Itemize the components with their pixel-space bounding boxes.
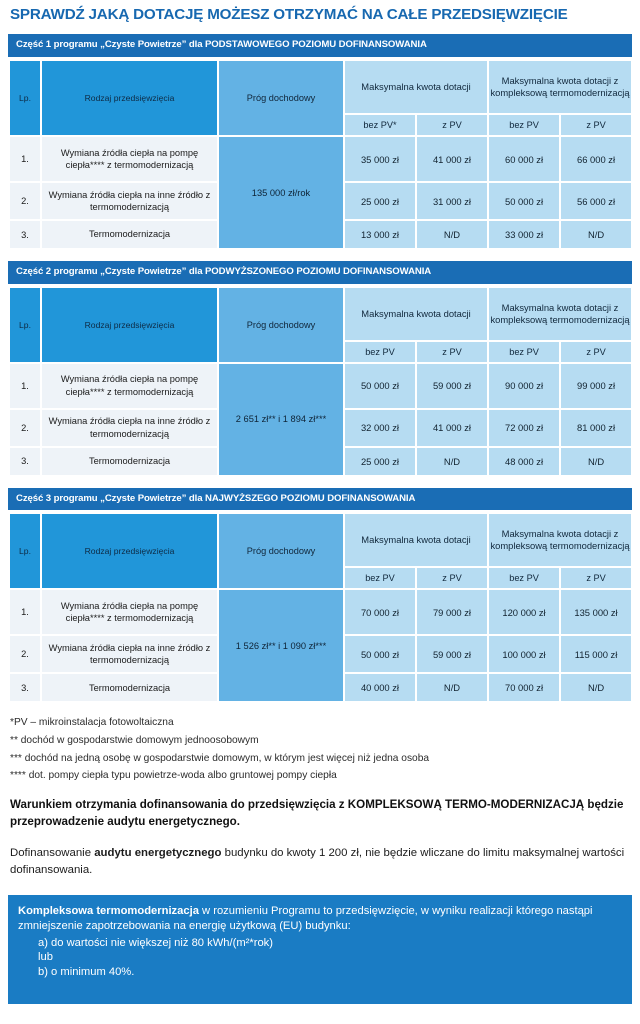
cell-komp-bez-pv: 90 000 zł — [489, 364, 559, 408]
callout-bold-term: Kompleksowa termomodernizacja — [18, 905, 199, 918]
cell-rodzaj: Termomodernizacja — [42, 448, 217, 475]
col-header-max-dotacji: Maksymalna kwota dotacji — [345, 61, 487, 113]
cell-prog-dochodowy: 135 000 zł/rok — [219, 137, 343, 248]
cell-rodzaj: Wymiana źródła ciepła na inne źródło z termomodernizacją — [42, 183, 217, 219]
callout-lead — [18, 904, 622, 934]
col-header-max-dotacji-kompleksowa: Maksymalna kwota dotacji z kompleksową termomodernizacją — [489, 61, 631, 113]
cell-z-pv: N/D — [417, 221, 487, 248]
cell-z-pv: 59 000 zł — [417, 364, 487, 408]
cell-rodzaj: Wymiana źródła ciepła na inne źródło z termomodernizacją — [42, 410, 217, 446]
cell-komp-bez-pv: 72 000 zł — [489, 410, 559, 446]
subcol-header-komp-z-pv: z PV — [561, 568, 631, 588]
subcol-header-z-pv: z PV — [417, 568, 487, 588]
subcol-header-komp-bez-pv: bez PV — [489, 115, 559, 135]
cell-komp-bez-pv: 70 000 zł — [489, 674, 559, 701]
col-header-max-dotacji-kompleksowa: Maksymalna kwota dotacji z kompleksową termomodernizacją — [489, 514, 631, 566]
cell-bez-pv: 50 000 zł — [345, 636, 415, 672]
audit-text-bold: audytu energetycznego — [94, 847, 222, 860]
col-header-prog: Próg dochodowy — [219, 288, 343, 362]
col-header-prog: Próg dochodowy — [219, 514, 343, 588]
table-header-row — [10, 288, 631, 340]
cell-komp-z-pv: 81 000 zł — [561, 410, 631, 446]
cell-bez-pv: 50 000 zł — [345, 364, 415, 408]
cell-bez-pv: 40 000 zł — [345, 674, 415, 701]
cell-lp: 3. — [10, 448, 40, 475]
col-header-max-dotacji: Maksymalna kwota dotacji — [345, 514, 487, 566]
col-header-max-dotacji-kompleksowa: Maksymalna kwota dotacji z kompleksową termomodernizacją — [489, 288, 631, 340]
cell-lp: 1. — [10, 137, 40, 181]
section-band-3: Część 3 programu „Czyste Powietrze” dla NAJWYŻSZEGO POZIOMU DOFINANSOWANIA — [8, 488, 632, 511]
col-header-lp: Lp. — [10, 288, 40, 362]
cell-rodzaj: Wymiana źródła ciepła na inne źródło z termomodernizacją — [42, 636, 217, 672]
table-row — [10, 137, 631, 181]
col-header-lp: Lp. — [10, 514, 40, 588]
col-header-max-dotacji: Maksymalna kwota dotacji — [345, 288, 487, 340]
grant-table-section-3 — [8, 488, 632, 704]
cell-z-pv: 41 000 zł — [417, 137, 487, 181]
condition-paragraph: Warunkiem otrzymania dofinansowania do przedsięwzięcia z KOMPLEKSOWĄ TERMO-MODERNIZACJĄ będzie przeprowadzenie audytu energetycznego. — [10, 798, 624, 828]
col-header-lp: Lp. — [10, 61, 40, 135]
cell-bez-pv: 70 000 zł — [345, 590, 415, 634]
cell-lp: 2. — [10, 410, 40, 446]
subcol-header-z-pv: z PV — [417, 115, 487, 135]
cell-z-pv: 31 000 zł — [417, 183, 487, 219]
cell-komp-bez-pv: 48 000 zł — [489, 448, 559, 475]
cell-bez-pv: 25 000 zł — [345, 183, 415, 219]
cell-komp-z-pv: N/D — [561, 221, 631, 248]
footnotes — [8, 717, 632, 783]
cell-prog-dochodowy: 1 526 zł** i 1 090 zł*** — [219, 590, 343, 701]
cell-rodzaj: Wymiana źródła ciepła na pompę ciepła**** z termomodernizacją — [42, 137, 217, 181]
cell-rodzaj: Wymiana źródła ciepła na pompę ciepła**** z termomodernizacją — [42, 364, 217, 408]
callout-item-or: lub — [38, 951, 53, 964]
callout-item-a: a) do wartości nie większej niż 80 kWh/(m²*rok) — [38, 936, 274, 949]
subcol-header-komp-bez-pv: bez PV — [489, 342, 559, 362]
subcol-header-bez-pv: bez PV — [345, 568, 415, 588]
cell-komp-z-pv: N/D — [561, 448, 631, 475]
cell-komp-z-pv: 135 000 zł — [561, 590, 631, 634]
cell-bez-pv: 35 000 zł — [345, 137, 415, 181]
cell-z-pv: 41 000 zł — [417, 410, 487, 446]
cell-komp-z-pv: N/D — [561, 674, 631, 701]
col-header-rodzaj: Rodzaj przedsięwzięcia — [42, 61, 217, 135]
table-header-row — [10, 61, 631, 113]
callout-item-b: b) o minimum 40%. — [38, 966, 135, 979]
cell-z-pv: N/D — [417, 448, 487, 475]
grant-table-section-1 — [8, 34, 632, 250]
cell-prog-dochodowy: 2 651 zł** i 1 894 zł*** — [219, 364, 343, 475]
audit-text-part2: budynku do kwoty 1 200 zł, nie będzie wliczane do limitu maksymalnej wartości dofinansowania. — [10, 847, 625, 876]
cell-z-pv: 59 000 zł — [417, 636, 487, 672]
grant-table-2 — [8, 286, 633, 477]
col-header-prog: Próg dochodowy — [219, 61, 343, 135]
cell-komp-bez-pv: 60 000 zł — [489, 137, 559, 181]
callout-list — [18, 936, 622, 980]
grant-table-section-2 — [8, 261, 632, 477]
grant-table-3 — [8, 512, 633, 703]
cell-lp: 1. — [10, 590, 40, 634]
cell-lp: 3. — [10, 221, 40, 248]
cell-komp-bez-pv: 120 000 zł — [489, 590, 559, 634]
section-band-2: Część 2 programu „Czyste Powietrze” dla PODWYŻSZONEGO POZIOMU DOFINANSOWANIA — [8, 261, 632, 284]
table-row — [10, 364, 631, 408]
cell-z-pv: N/D — [417, 674, 487, 701]
cell-z-pv: 79 000 zł — [417, 590, 487, 634]
grant-table-1 — [8, 59, 633, 250]
table-row — [10, 590, 631, 634]
prose-section — [8, 797, 632, 878]
col-header-rodzaj: Rodzaj przedsięwzięcia — [42, 288, 217, 362]
cell-komp-z-pv: 99 000 zł — [561, 364, 631, 408]
cell-komp-z-pv: 115 000 zł — [561, 636, 631, 672]
subcol-header-komp-z-pv: z PV — [561, 115, 631, 135]
cell-komp-bez-pv: 50 000 zł — [489, 183, 559, 219]
subcol-header-bez-pv: bez PV — [345, 342, 415, 362]
audit-text-part1: Dofinansowanie — [10, 847, 95, 860]
table-header-row — [10, 514, 631, 566]
subcol-header-komp-bez-pv: bez PV — [489, 568, 559, 588]
footnote-income-multi: *** dochód na jedną osobę w gospodarstwie domowym, w którym jest więcej niż jedna osoba — [10, 752, 430, 764]
footnote-income-single: ** dochód w gospodarstwie domowym jednoosobowym — [10, 734, 259, 746]
cell-bez-pv: 32 000 zł — [345, 410, 415, 446]
cell-komp-z-pv: 56 000 zł — [561, 183, 631, 219]
cell-rodzaj: Termomodernizacja — [42, 674, 217, 701]
page-title: SPRAWDŹ JAKĄ DOTACJĘ MOŻESZ OTRZYMAĆ NA CAŁE PRZEDSIĘWZIĘCIE — [10, 6, 568, 23]
cell-komp-bez-pv: 33 000 zł — [489, 221, 559, 248]
subcol-header-komp-z-pv: z PV — [561, 342, 631, 362]
footnote-heat-pump: **** dot. pompy ciepła typu powietrze-woda albo gruntowej pompy ciepła — [10, 770, 337, 782]
cell-komp-z-pv: 66 000 zł — [561, 137, 631, 181]
callout-box — [8, 895, 632, 1004]
cell-lp: 3. — [10, 674, 40, 701]
cell-rodzaj: Termomodernizacja — [42, 221, 217, 248]
col-header-rodzaj: Rodzaj przedsięwzięcia — [42, 514, 217, 588]
subcol-header-z-pv: z PV — [417, 342, 487, 362]
footnote-pv: *PV – mikroinstalacja fotowoltaiczna — [10, 717, 174, 729]
cell-lp: 2. — [10, 636, 40, 672]
cell-bez-pv: 25 000 zł — [345, 448, 415, 475]
callout-lead-rest: w rozumieniu Programu to przedsięwzięcie, w wyniku realizacji którego nastąpi zmniejszenie zapotrzebowania na energię użytkową (EU) budynku: — [18, 905, 593, 933]
cell-lp: 2. — [10, 183, 40, 219]
section-band-1: Część 1 programu „Czyste Powietrze” dla PODSTAWOWEGO POZIOMU DOFINANSOWANIA — [8, 34, 632, 57]
cell-rodzaj: Wymiana źródła ciepła na pompę ciepła**** z termomodernizacją — [42, 590, 217, 634]
cell-bez-pv: 13 000 zł — [345, 221, 415, 248]
cell-komp-bez-pv: 100 000 zł — [489, 636, 559, 672]
subcol-header-bez-pv-star: bez PV* — [345, 115, 415, 135]
cell-lp: 1. — [10, 364, 40, 408]
audit-paragraph — [10, 845, 630, 878]
